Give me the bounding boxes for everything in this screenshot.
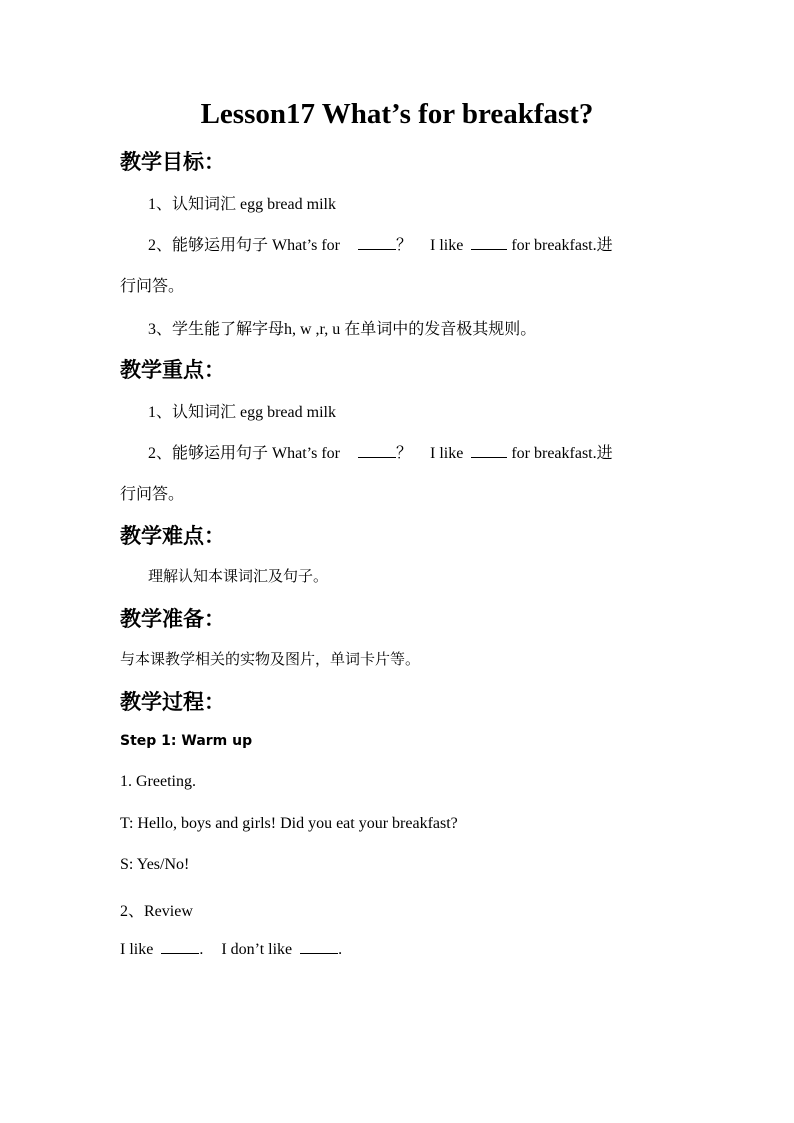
key-point-item-2 bbox=[148, 440, 613, 463]
key-point-item-2-continuation: 行问答。 bbox=[120, 486, 185, 503]
heading-process: 教学过程： bbox=[120, 690, 225, 714]
heading-preparation: 教学准备： bbox=[120, 607, 225, 631]
fill-in-blank bbox=[471, 443, 507, 458]
heading-objectives: 教学目标： bbox=[120, 150, 225, 174]
key-point-item-2-text-c: I like bbox=[430, 445, 464, 462]
fill-in-blank bbox=[358, 235, 396, 250]
objective-item-3: 3、学生能了解字母h, w ,r, u 在单词中的发音极其规则。 bbox=[148, 321, 537, 338]
objective-item-2-text-d: for breakfast.进 bbox=[511, 237, 613, 254]
objective-item-2 bbox=[148, 232, 613, 255]
like-text-c: I don’t like bbox=[221, 941, 293, 958]
fill-in-blank bbox=[161, 939, 199, 954]
like-text-b: . bbox=[199, 941, 204, 958]
fill-in-blank bbox=[300, 939, 338, 954]
key-point-item-1: 1、认知词汇 egg bread milk bbox=[148, 404, 336, 421]
key-point-item-2-text-a: 2、能够运用句子 What’s for bbox=[148, 445, 340, 462]
heading-difficulties: 教学难点： bbox=[120, 524, 225, 548]
step-1-heading: Step 1: Warm up bbox=[120, 733, 253, 749]
fill-in-blank bbox=[358, 443, 396, 458]
process-review: 2、Review bbox=[120, 903, 193, 920]
process-student-line: S: Yes/No! bbox=[120, 856, 190, 873]
objective-item-2-continuation: 行问答。 bbox=[120, 278, 185, 295]
process-like-line bbox=[120, 939, 342, 959]
preparation-item-1: 与本课教学相关的实物及图片，单词卡片等。 bbox=[120, 650, 421, 668]
objective-item-2-text-c: I like bbox=[430, 237, 464, 254]
process-teacher-line: T: Hello, boys and girls! Did you eat your breakfast? bbox=[120, 815, 458, 832]
objective-item-2-text-a: 2、能够运用句子 What’s for bbox=[148, 237, 340, 254]
key-point-item-2-text-b: ？ bbox=[395, 445, 412, 462]
like-text-d: . bbox=[338, 941, 343, 958]
heading-key-points: 教学重点： bbox=[120, 358, 225, 382]
key-point-item-2-text-d: for breakfast.进 bbox=[511, 445, 613, 462]
objective-item-2-text-b: ？ bbox=[395, 237, 412, 254]
process-greeting: 1. Greeting. bbox=[120, 773, 196, 790]
like-text-a: I like bbox=[120, 941, 154, 958]
difficulty-item-1: 理解认知本课词汇及句子。 bbox=[148, 567, 329, 585]
page-title: Lesson17 What’s for breakfast? bbox=[200, 98, 594, 130]
objective-item-1: 1、认知词汇 egg bread milk bbox=[148, 196, 336, 213]
fill-in-blank bbox=[471, 235, 507, 250]
